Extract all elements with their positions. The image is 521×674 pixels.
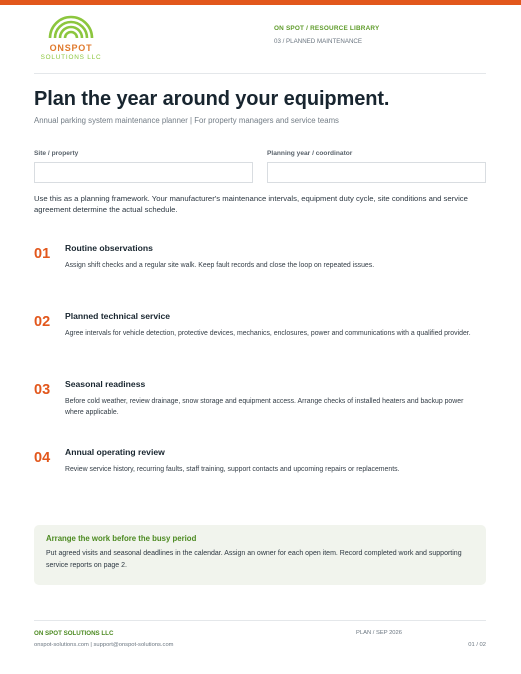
step-number: 01 <box>34 246 51 262</box>
breadcrumb-primary: ON SPOT / RESOURCE LIBRARY <box>274 25 380 32</box>
page-subtitle: Annual parking system maintenance planner | For property managers and service teams <box>34 116 339 125</box>
intro-paragraph: Use this as a planning framework. Your manufacturer's maintenance intervals, equipment duty cycle, site conditions and service agreement determine the actual schedule. <box>34 194 468 214</box>
logo-subtitle: SOLUTIONS LLC <box>40 54 102 61</box>
logo-arcs-icon <box>48 12 94 39</box>
page-title: Plan the year around your equipment. <box>34 88 390 110</box>
step-number: 03 <box>34 382 51 398</box>
header-divider <box>34 73 486 74</box>
step-title: Annual operating review <box>65 447 165 457</box>
footer-plan-label: PLAN / SEP 2026 <box>356 630 402 636</box>
step-number: 02 <box>34 314 51 330</box>
logo-wordmark: ONSPOT <box>49 43 93 53</box>
step-description: Agree intervals for vehicle detection, protective devices, mechanics, enclosures, power and communications with a qualified provider. <box>65 330 471 337</box>
callout-box <box>34 525 486 585</box>
breadcrumb-secondary: 03 / PLANNED MAINTENANCE <box>274 38 363 45</box>
step-description: Before cold weather, review drainage, snow storage and equipment access. Arrange checks of installed heaters and backup power where applicable. <box>65 398 464 416</box>
footer-page-number: 01 / 02 <box>468 642 486 648</box>
site-field-label: Site / property <box>34 150 79 157</box>
footer-contact: onspot-solutions.com | support@onspot-solutions.com <box>34 642 174 648</box>
step-title: Planned technical service <box>65 311 171 321</box>
callout-text: Put agreed visits and seasonal deadlines in the calendar. Assign an owner for each open item. Record completed work and supporting service reports on page 2. <box>46 550 462 569</box>
top-accent-bar <box>0 0 521 5</box>
step-description: Assign shift checks and a regular site walk. Keep fault records and close the loop on repeated issues. <box>65 262 375 269</box>
step-title: Routine observations <box>65 243 153 253</box>
company-logo <box>32 12 110 64</box>
footer-divider <box>34 620 486 621</box>
step-title: Seasonal readiness <box>65 379 146 389</box>
callout-title: Arrange the work before the busy period <box>46 534 197 543</box>
site-input[interactable] <box>34 162 253 183</box>
step-number: 04 <box>34 450 51 466</box>
planning-year-input[interactable] <box>267 162 486 183</box>
step-description: Review service history, recurring faults, staff training, support contacts and upcoming repairs or replacements. <box>65 466 400 473</box>
footer-company: ON SPOT SOLUTIONS LLC <box>34 630 114 637</box>
planning-year-field-label: Planning year / coordinator <box>267 150 353 157</box>
